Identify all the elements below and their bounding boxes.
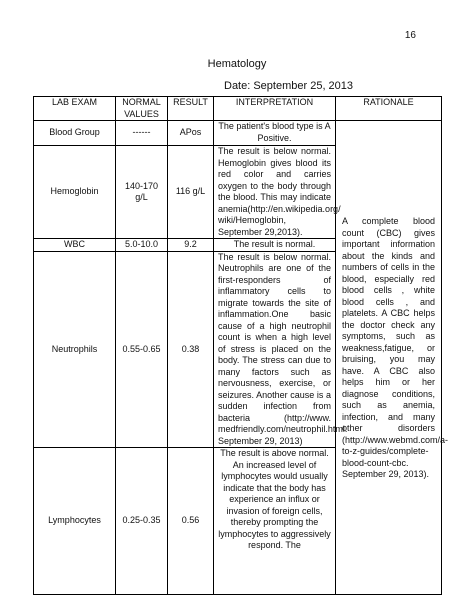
cell-result: 9.2 (168, 239, 214, 252)
cell-result: 116 g/L (168, 146, 214, 239)
page-title: Hematology (207, 58, 267, 70)
cell-result: 0.56 (168, 448, 214, 595)
cell-interpretation: The result is below normal. Hemoglobin gives blood its red color and carries oxygen to the body through the blood. This may indicate anemia(http://en.wikipedia.org/ wiki/Hemoglobin, September 29,2013). (214, 146, 336, 239)
cell-interpretation: The result is below normal. Neutrophils are one of the first-responders of inflammatory cells to migrate towards the site of inflammation.One basic cause of a high neutrophil count is when a high level of stress is placed on the body. The stress can due to many factors such as nervousness, exercise, or seizures. Another cause is a sudden infection from bacteria (http://www. medfriendly.com/neutrophil.html. September 29, 2013) (214, 251, 336, 448)
cell-normal: 140-170 g/L (116, 146, 168, 239)
header-lab-exam: LAB EXAM (34, 97, 116, 121)
cell-exam: Blood Group (34, 121, 116, 146)
page-number: 16 (404, 30, 416, 41)
cell-normal: ------ (116, 121, 168, 146)
cell-interpretation: The patient's blood type is A Positive. (214, 121, 336, 146)
cell-interpretation: The result is normal. (214, 239, 336, 252)
cell-result: APos (168, 121, 214, 146)
header-interpretation: INTERPRETATION (214, 97, 336, 121)
cell-normal: 0.55-0.65 (116, 251, 168, 448)
table-header-row (34, 97, 442, 121)
cell-normal: 5.0-10.0 (116, 239, 168, 252)
header-result: RESULT (168, 97, 214, 121)
lab-results-table (33, 96, 449, 595)
cell-exam: WBC (34, 239, 116, 252)
cell-rationale: A complete blood count (CBC) gives important information about the kinds and numbers of cells in the blood, especially red blood cells , white blood cells , and platelets. A CBC helps the doctor check any symptoms, such as weakness,fatigue, or bruising, you may have. A CBC also helps him or her diagnose conditions, such as anemia, infection, and many other disorders (http://www.webmd.com/a-to-z-guides/complete-blood-count-cbc. September 29, 2013). (336, 121, 442, 595)
cell-result: 0.38 (168, 251, 214, 448)
cell-exam: Neutrophils (34, 251, 116, 448)
interpretation-text: The result is above normal. An increased level of lymphocytes would usually indicate that the body has experience an influx or invasion of foreign cells, thereby prompting the lymphocytes to aggressively respond. The (218, 448, 331, 550)
table-row (34, 121, 442, 146)
cell-exam: Hemoglobin (34, 146, 116, 239)
document-date: Date: September 25, 2013 (224, 80, 354, 92)
cell-normal: 0.25-0.35 (116, 448, 168, 595)
cell-exam: Lymphocytes (34, 448, 116, 595)
header-rationale: RATIONALE (336, 97, 442, 121)
cell-interpretation (214, 448, 336, 595)
header-normal-values: NORMAL VALUES (116, 97, 168, 121)
